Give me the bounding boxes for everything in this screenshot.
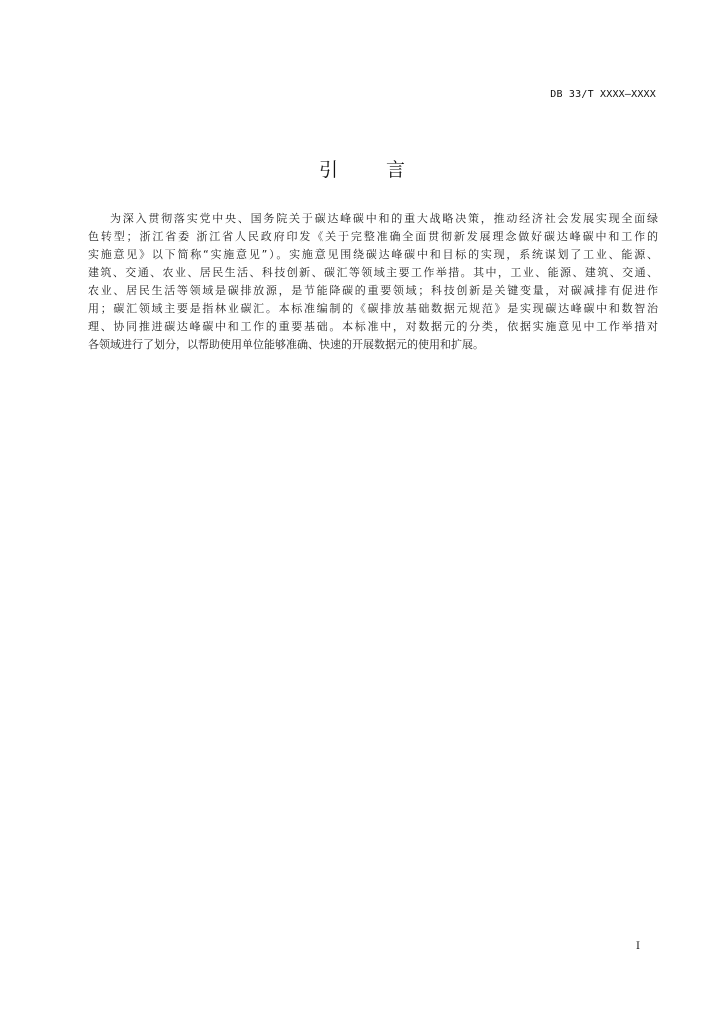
standard-code: DB 33/T XXXX—XXXX bbox=[550, 89, 656, 100]
paragraph-line: 农业、居民生活等领域是碳排放源，是节能降碳的重要领域；科技创新是关键变量，对碳减排有促进作 bbox=[88, 284, 658, 297]
paragraph-line: 用；碳汇领域主要是指林业碳汇。本标准编制的《碳排放基础数据元规范》是实现碳达峰碳中和数智治 bbox=[88, 302, 658, 315]
page-number: I bbox=[636, 941, 640, 952]
paragraph-line: 建筑、交通、农业、居民生活、科技创新、碳汇等领域主要工作举措。其中，工业、能源、建筑、交通、 bbox=[88, 266, 658, 279]
page-title: 引言 bbox=[318, 159, 453, 181]
paragraph-line: 理、协同推进碳达峰碳中和工作的重要基础。本标准中，对数据元的分类，依据实施意见中工作举措对 bbox=[88, 320, 658, 333]
paragraph-line: 实施意见》以下简称“实施意见”）。实施意见围绕碳达峰碳中和目标的实现，系统谋划了工业、能源、 bbox=[88, 248, 658, 261]
paragraph-line: 为深入贯彻落实党中央、国务院关于碳达峰碳中和的重大战略决策，推动经济社会发展实现全面绿 bbox=[110, 212, 658, 225]
introduction-paragraph bbox=[88, 210, 658, 354]
paragraph-line: 色转型；浙江省委 浙江省人民政府印发《关于完整准确全面贯彻新发展理念做好碳达峰碳中和工作的 bbox=[88, 230, 658, 243]
paragraph-line: 各领域进行了划分，以帮助使用单位能够准确、快速的开展数据元的使用和扩展。 bbox=[88, 338, 484, 351]
